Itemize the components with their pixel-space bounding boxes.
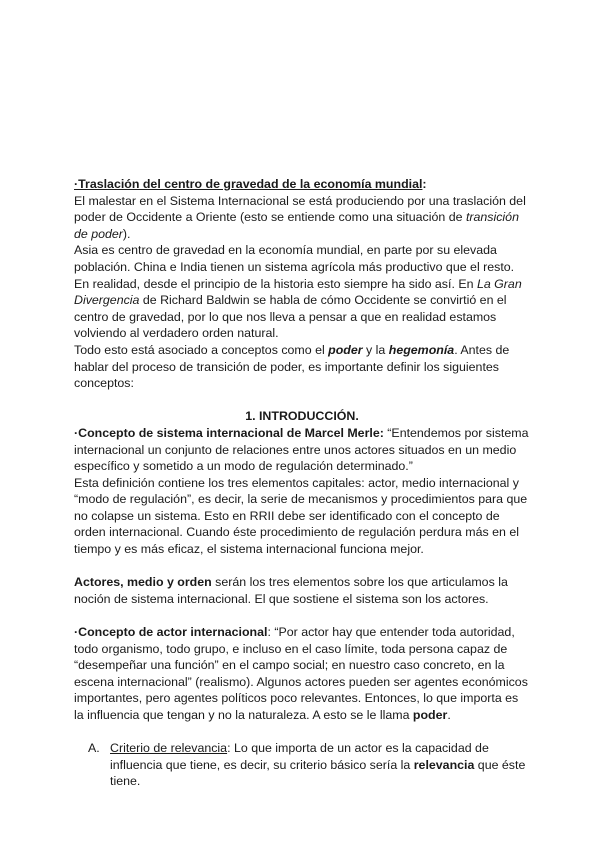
criterion-title: Criterio de relevancia	[110, 741, 228, 756]
text: “Entendemos por sistema internacional un conjunto de relaciones entre unos actores situados en un medio específico y sometido a un modo de regulación determinado.”	[74, 425, 529, 474]
list-marker: A.	[88, 741, 100, 756]
document-page	[74, 176, 530, 790]
text: que éste tiene.	[110, 757, 526, 789]
spacer	[74, 724, 530, 741]
text: .	[447, 708, 451, 722]
section-title-line	[74, 176, 530, 193]
paragraph-actores	[74, 574, 530, 607]
text: ).	[122, 226, 131, 241]
text: y la	[362, 342, 389, 357]
spacer	[74, 607, 530, 624]
paragraph-malestar	[74, 193, 530, 243]
paragraph-sistema-internacional	[74, 425, 530, 475]
paragraph-actor-internacional	[74, 624, 530, 724]
text: serán los tres elementos sobre los que articulamos la noción de sistema internacional. El que sostiene el sistema son los actores.	[74, 575, 508, 606]
intro-heading: 1. INTRODUCCIÓN.	[245, 409, 359, 424]
text: El malestar en el Sistema Internacional se está produciendo por una traslación del poder de Occidente a Oriente (esto se entiende como una situación de	[74, 193, 526, 225]
concept-title: ·Concepto de sistema internacional de Marcel Merle:	[74, 425, 384, 440]
text: : Lo que importa de un actor es la capacidad de influencia que tiene, es decir, su criterio básico sería la	[110, 741, 489, 772]
text: Todo esto está asociado a conceptos como el	[74, 342, 329, 357]
book-title: La Gran Divergencia	[74, 276, 522, 308]
text: . Antes de hablar del proceso de transición de poder, es importante definir los siguientes conceptos:	[74, 342, 510, 391]
text: de Richard Baldwin se habla de cómo Occidente se convirtió en el centro de gravedad, por lo que nos lleva a pensar a que en realidad estamos volviendo al verdadero orden natural.	[74, 293, 507, 341]
italic-text: transición de poder	[74, 210, 519, 241]
section-title-colon: :	[422, 177, 427, 191]
keyword-poder: poder	[328, 342, 363, 357]
keyword-actores: Actores, medio y orden	[74, 575, 212, 590]
spacer	[74, 392, 530, 409]
concept-title: ·Concepto de actor internacional	[74, 625, 268, 640]
paragraph-asia	[74, 242, 530, 342]
paragraph-definicion: Esta definición contiene los tres elementos capitales: actor, medio internacional y “modo de regulación”, es decir, la serie de mecanismos y procedimientos para que no colapse un sistema. Esto en RRII debe ser identificado con el concepto de orden internacional. Cuando éste procedimiento de regulación perdura más en el tiempo y es más eficaz, el sistema internacional funciona mejor.	[74, 475, 528, 557]
keyword-hegemonia: hegemonía	[388, 342, 455, 357]
keyword-relevancia: relevancia	[413, 757, 475, 772]
list-body	[110, 740, 530, 790]
paragraph-poder-hegemonia	[74, 342, 530, 392]
spacer	[74, 558, 530, 575]
list-item-relevancia	[88, 740, 530, 790]
keyword-poder: poder	[412, 708, 448, 722]
text: Asia es centro de gravedad en la economía mundial, en parte por su elevada población. China e India tienen un sistema agrícola más productivo que el resto. En realidad, desde el principio de la historia esto siempre ha sido así. En	[74, 243, 515, 291]
section-title: ·Traslación del centro de gravedad de la economía mundial	[74, 177, 423, 191]
text: : “Por actor hay que entender toda autoridad, todo organismo, todo grupo, e incluso en el caso límite, toda persona capaz de “desempeñar una función” en el campo social; en nuestro caso concreto, en la escena internacional” (realismo). Algunos actores pueden ser agentes económicos importantes, pero agentes políticos poco relevantes. Entonces, lo que importa es la influencia que tengan y no la naturaleza. A esto se le llama	[74, 625, 528, 722]
